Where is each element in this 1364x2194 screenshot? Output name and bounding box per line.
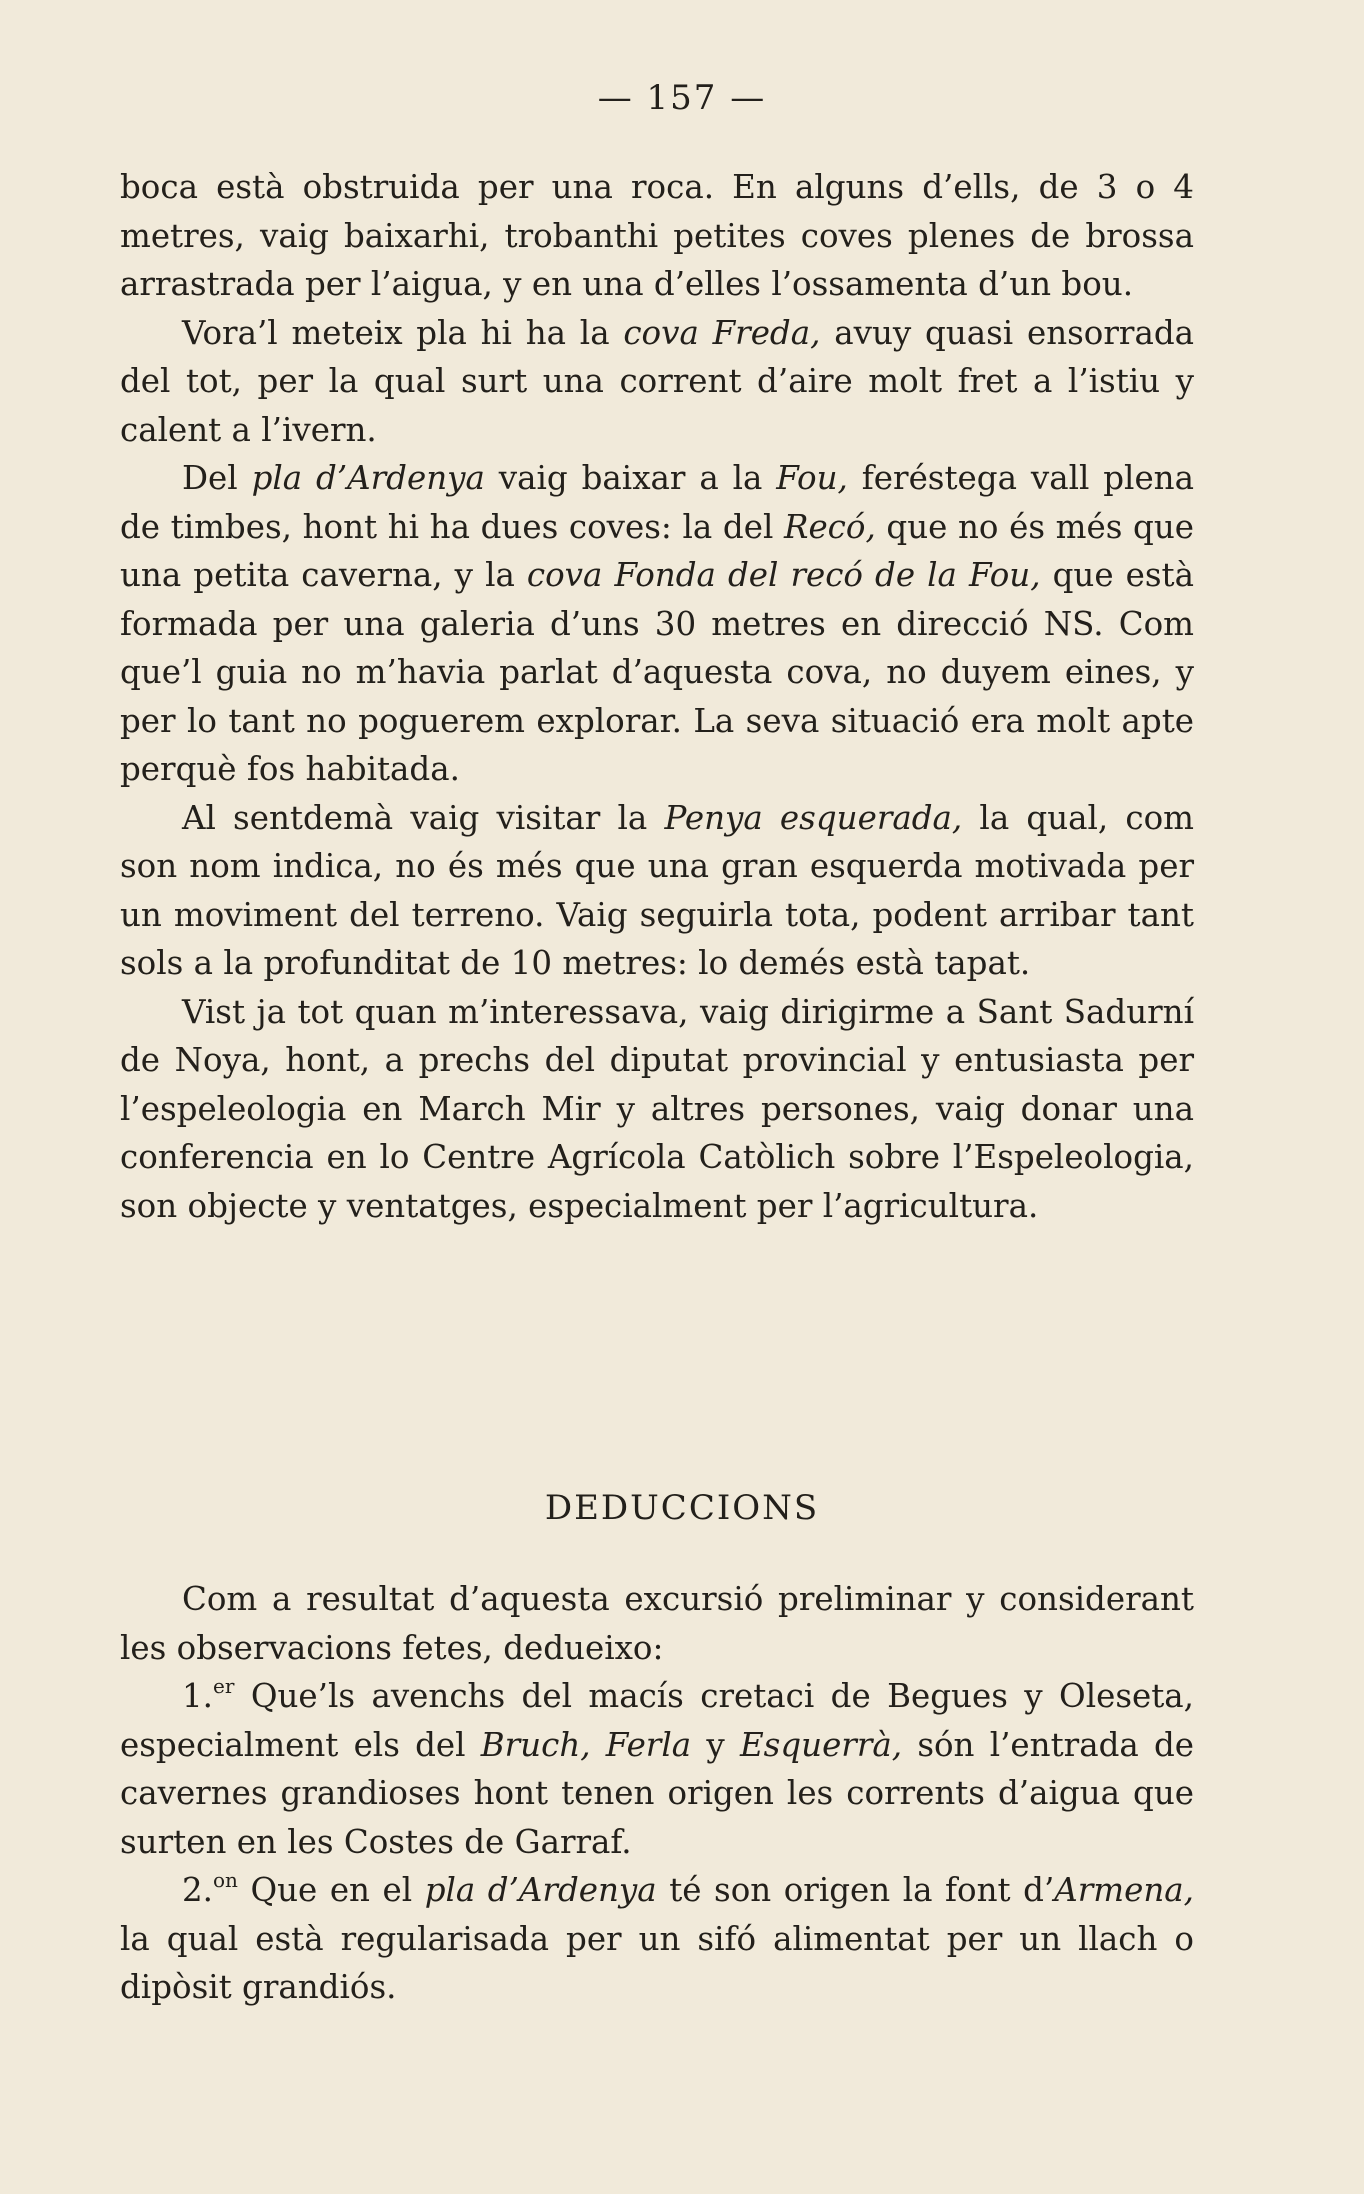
- paragraph: Com a resultat d’aquesta excursió preliminar y considerant les observacions fetes, dedueixo:: [120, 1580, 1194, 1667]
- paragraph: Vora’l meteix pla hi ha la cova Freda, avuy quasi ensorrada del tot, per la qual surt una corrent d’aire molt fret a l’istiu y calent a l’ivern.: [120, 313, 1195, 449]
- paragraph: boca està obstruida per una roca. En alguns d’ells, de 3 o 4 metres, vaig baixarhi, trobanthi petites coves plenes de brossa arrastrada per l’aigua, y en una d’elles l’ossamenta d’un bou.: [120, 168, 1194, 303]
- section-heading: DEDUCCIONS: [544, 1488, 820, 1528]
- paragraph: Al sentdemà vaig visitar la Penya esquerada, la qual, com son nom indica, no és més que una gran esquerda motivada per un moviment del terreno. Vaig seguirla tota, podent arribar tant sols a la profunditat de 10 metres: lo demés està tapat.: [120, 798, 1194, 982]
- paragraph: Vist ja tot quan m’interessava, vaig dirigirme a Sant Sadurní de Noya, hont, a prechs del diputat provincial y entusiasta per l’espeleologia en March Mir y altres persones, vaig donar una conferencia en lo Centre Agrícola Catòlich sobre l’Espeleologia, son objecte y ventatges, especialment per l’agricultura.: [120, 992, 1194, 1225]
- numbered-paragraph: 1.$^{er}$ Que’ls avenchs del macís cretaci de Begues y Oleseta, especialment els del Bruch, Ferla y Esquerrà, són l’entrada de cavernes grandioses hont tenen origen les corrents d’aigua que surten en les Costes de Garraf.: [120, 1674, 1195, 1861]
- body-text: [120, 163, 1194, 1230]
- body-text: [120, 1575, 1194, 2012]
- paragraph: Del pla d’Ardenya vaig baixar a la Fou, feréstega vall plena de timbes, hont hi ha dues coves: la del Recó, que no és més que una petita caverna, y la cova Fonda del recó de la Fou, que està formada per una galeria d’uns 30 metres en direcció NS. Com que’l guia no m’havia parlat d’aquesta cova, no duyem eines, y per lo tant no poguerem explorar. La seva situació era molt apte perquè fos habitada.: [120, 459, 1194, 788]
- numbered-paragraph: 2.$^{on}$ Que en el pla d’Ardenya té son origen la font d’Armena, la qual està regularisada per un sifó alimentat per un llach o dipòsit grandiós.: [120, 1868, 1194, 2006]
- page-number: — 157 —: [597, 78, 767, 118]
